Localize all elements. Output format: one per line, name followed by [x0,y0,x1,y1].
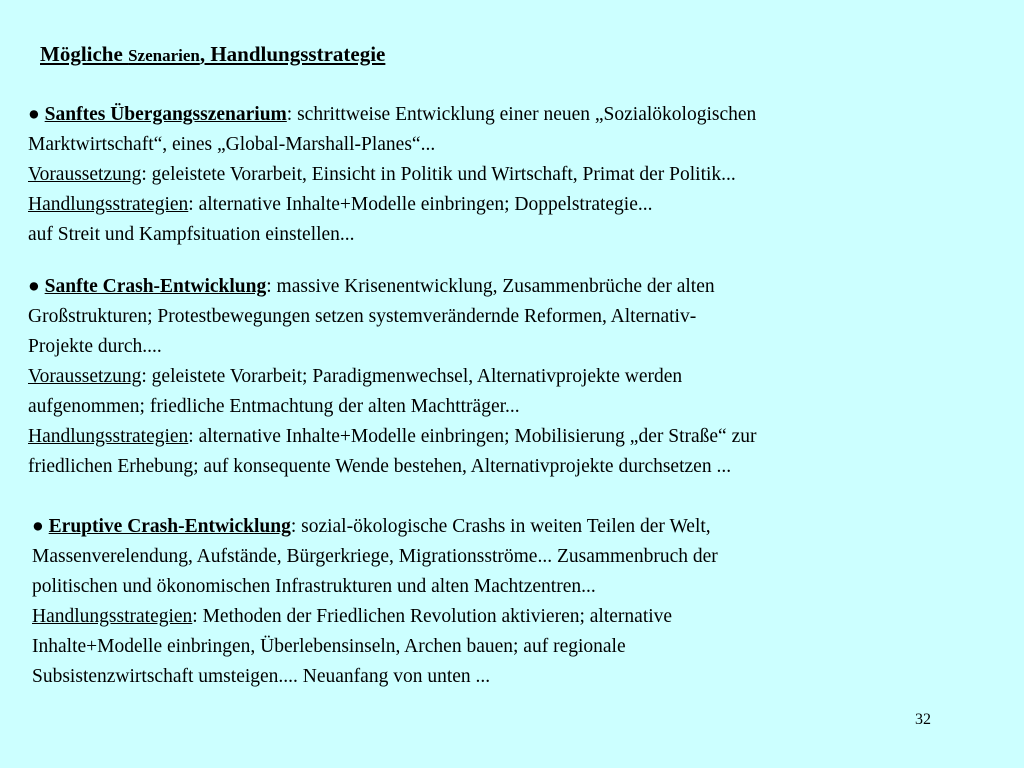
text-line: aufgenommen; friedliche Entmachtung der alten Machtträger... [28,396,520,417]
scenario-heading-line [32,512,718,542]
title-part-3: , Handlungsstrategie [199,42,386,66]
handlungsstrategien-label: Handlungsstrategien [32,606,193,627]
voraussetzung-text: : geleistete Vorarbeit; Paradigmenwechsel, Alternativprojekte werden [141,366,683,387]
scenario-heading-line [28,272,756,302]
scenario-heading: Sanftes Übergangsszenarium [44,104,287,125]
text-line: friedlichen Erhebung; auf konsequente Wende bestehen, Alternativprojekte durchsetzen ... [28,456,732,477]
bullet: ● [28,104,45,125]
handlungsstrategien-label: Handlungsstrategien [28,194,189,215]
text-line: politischen und ökonomischen Infrastrukturen und alten Machtzentren... [32,576,596,597]
title-part-2: Szenarien [128,46,200,65]
handlungsstrategien-text: : alternative Inhalte+Modelle einbringen; Mobilisierung „der Straße“ zur [188,426,757,447]
text-line: Projekte durch.... [28,336,162,357]
scenario-description: : massive Krisenentwicklung, Zusammenbrüche der alten [266,276,715,297]
scenario-description: : sozial-ökologische Crashs in weiten Teilen der Welt, [290,516,711,537]
scenario-section-sanftes-uebergang [28,100,756,250]
text-line: Großstrukturen; Protestbewegungen setzen systemverändernde Reformen, Alternativ- [28,306,697,327]
handlungsstrategien-text: : Methoden der Friedlichen Revolution aktivieren; alternative [192,606,673,627]
scenario-description: : schrittweise Entwicklung einer neuen „Sozialökologischen [286,104,757,125]
scenario-section-sanfte-crash [28,272,756,482]
handlungsstrategien-line [32,602,718,632]
bullet: ● [32,516,49,537]
scenario-heading-line [28,100,756,130]
bullet: ● [28,276,45,297]
slide-title [40,40,385,70]
scenario-section-eruptive-crash [32,512,718,692]
handlungsstrategien-text: : alternative Inhalte+Modelle einbringen; Doppelstrategie... [188,194,653,215]
page-number: 32 [915,711,931,728]
voraussetzung-label: Voraussetzung [28,366,142,387]
title-part-1: Mögliche [40,42,129,66]
scenario-heading: Sanfte Crash-Entwicklung [44,276,267,297]
voraussetzung-text: : geleistete Vorarbeit, Einsicht in Politik und Wirtschaft, Primat der Politik... [141,164,736,185]
text-line: Subsistenzwirtschaft umsteigen.... Neuanfang von unten ... [32,666,491,687]
handlungsstrategien-line [28,190,756,220]
scenario-heading: Eruptive Crash-Entwicklung [48,516,291,537]
text-line: Marktwirtschaft“, eines „Global-Marshall-Planes“... [28,134,436,155]
voraussetzung-line [28,160,756,190]
text-line: Massenverelendung, Aufstände, Bürgerkriege, Migrationsströme... Zusammenbruch der [32,546,718,567]
text-line: auf Streit und Kampfsituation einstellen... [28,224,355,245]
voraussetzung-line [28,362,756,392]
text-line: Inhalte+Modelle einbringen, Überlebensinseln, Archen bauen; auf regionale [32,636,626,657]
handlungsstrategien-label: Handlungsstrategien [28,426,189,447]
handlungsstrategien-line [28,422,756,452]
voraussetzung-label: Voraussetzung [28,164,142,185]
